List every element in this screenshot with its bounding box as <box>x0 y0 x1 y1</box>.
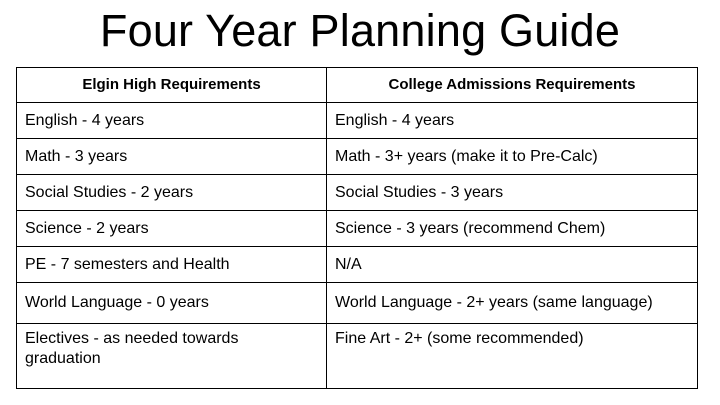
college-requirement-cell: N/A <box>327 247 698 283</box>
table-row <box>17 247 698 283</box>
college-requirement-cell: Social Studies - 3 years <box>327 175 698 211</box>
table-header-row <box>17 68 698 103</box>
table-row <box>17 139 698 175</box>
column-header-college: College Admissions Requirements <box>327 68 698 103</box>
table-row <box>17 283 698 324</box>
table-row <box>17 103 698 139</box>
table-row <box>17 175 698 211</box>
page-title: Four Year Planning Guide <box>99 5 621 56</box>
elgin-requirement-cell: World Language - 0 years <box>17 283 327 324</box>
table-row <box>17 211 698 247</box>
college-requirement-cell: Fine Art - 2+ (some recommended) <box>327 324 698 389</box>
elgin-requirement-cell: PE - 7 semesters and Health <box>17 247 327 283</box>
college-requirement-cell: Math - 3+ years (make it to Pre-Calc) <box>327 139 698 175</box>
requirements-table <box>16 67 698 389</box>
elgin-requirement-cell: Electives - as needed towards graduation <box>17 324 327 389</box>
college-requirement-cell: English - 4 years <box>327 103 698 139</box>
elgin-requirement-cell: Science - 2 years <box>17 211 327 247</box>
elgin-requirement-cell: Social Studies - 2 years <box>17 175 327 211</box>
college-requirement-cell: World Language - 2+ years (same language) <box>327 283 698 324</box>
table-row <box>17 324 698 389</box>
elgin-requirement-cell: English - 4 years <box>17 103 327 139</box>
column-header-elgin: Elgin High Requirements <box>17 68 327 103</box>
college-requirement-cell: Science - 3 years (recommend Chem) <box>327 211 698 247</box>
elgin-requirement-cell: Math - 3 years <box>17 139 327 175</box>
